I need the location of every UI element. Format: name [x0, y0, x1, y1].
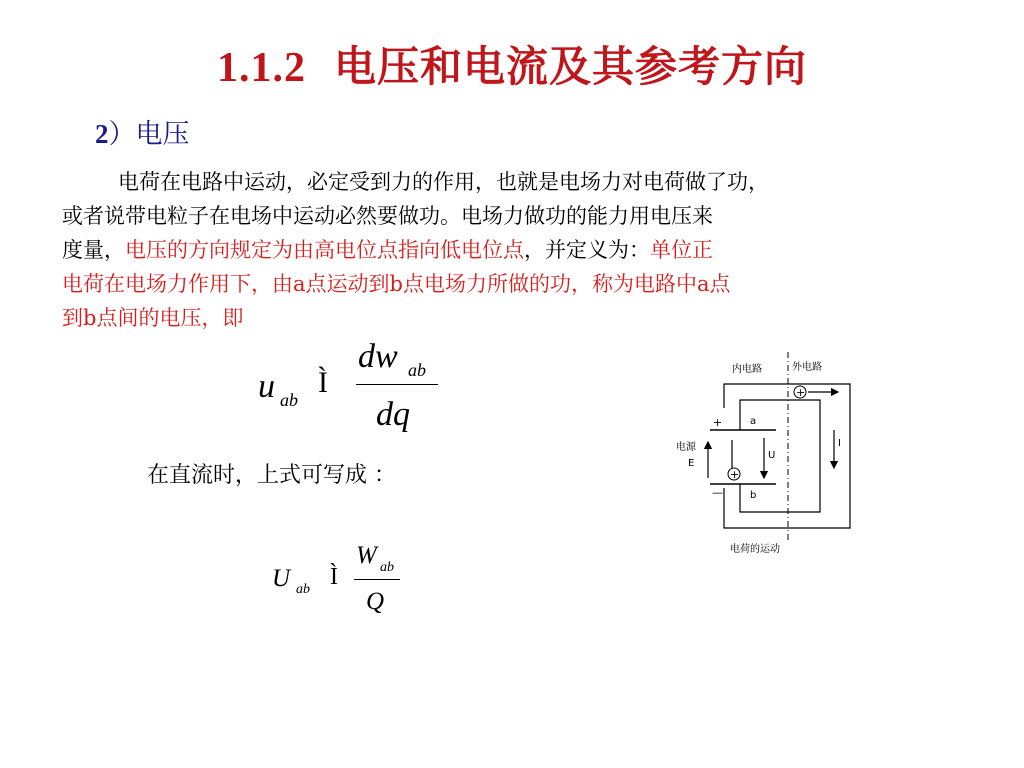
subsection-label: 电压: [135, 119, 190, 150]
eq1-lhs-sub: ab: [280, 390, 298, 410]
node-a-label: a: [750, 416, 757, 427]
line3-highlight-b: 单位正: [650, 238, 713, 262]
outer-circuit-label: 外电路: [792, 362, 822, 373]
node-b-label: b: [750, 490, 757, 501]
circuit-wire: [724, 384, 850, 528]
slide-title: [0, 34, 1024, 94]
body-paragraph: [62, 165, 992, 335]
dc-caption: 在直流时，上式可写成 ：: [147, 463, 396, 488]
eq2-operator: Ì: [330, 564, 338, 590]
eq2-fraction-bar: [354, 579, 400, 580]
eq1-lhs: u: [258, 368, 275, 405]
minus-sign: —: [712, 486, 723, 499]
line3-text-a: 度量，: [62, 238, 125, 262]
eq1-numerator: dw: [358, 338, 398, 375]
eq2-lhs-sub: ab: [296, 582, 310, 597]
paragraph-line-1: 电荷在电路中运动，必定受到力的作用，也就是电场力对电荷做了功，: [118, 170, 769, 194]
line3-highlight-a: 电压的方向规定为由高电位点指向低电位点: [125, 238, 524, 262]
title-text: 电压和电流及其参考方向: [333, 42, 807, 91]
paragraph-line-2: 或者说带电粒子在电场中运动必然要做功。电场力做功的能力用电压来: [62, 204, 713, 228]
eq2-denominator: Q: [366, 588, 385, 615]
voltage-label: U: [768, 450, 776, 461]
subsection-bracket: ）: [108, 119, 136, 150]
circuit-diagram: [670, 350, 870, 566]
charge-plus: +: [730, 468, 740, 481]
eq1-operator: Ì: [318, 366, 328, 399]
eq2-lhs: U: [272, 565, 291, 592]
section-number: 1.1.2: [216, 45, 306, 91]
source-symbol: E: [688, 458, 695, 469]
eq1-fraction-bar: [356, 384, 438, 385]
paragraph-line-4: 电荷在电场力作用下，由a点运动到b点电场力所做的功，称为电路中a点: [62, 272, 731, 296]
eq1-numerator-sub: ab: [408, 360, 426, 380]
outer-charge-plus: +: [796, 386, 806, 399]
diagram-caption: 电荷的运动: [730, 544, 780, 555]
source-label: 电源: [676, 442, 696, 453]
eq1-denominator: dq: [376, 396, 410, 433]
subsection-heading: [95, 112, 190, 151]
line3-text-b: ，并定义为：: [524, 238, 650, 262]
paragraph-line-5: 到b点间的电压，即: [62, 306, 244, 330]
current-label: I: [838, 438, 841, 449]
inner-circuit-label: 内电路: [732, 364, 762, 375]
plus-sign: +: [713, 416, 723, 429]
eq2-numerator: W: [356, 542, 377, 569]
subsection-number: 2: [95, 119, 109, 149]
paragraph-line-3: [62, 233, 992, 267]
eq2-numerator-sub: ab: [380, 560, 394, 575]
